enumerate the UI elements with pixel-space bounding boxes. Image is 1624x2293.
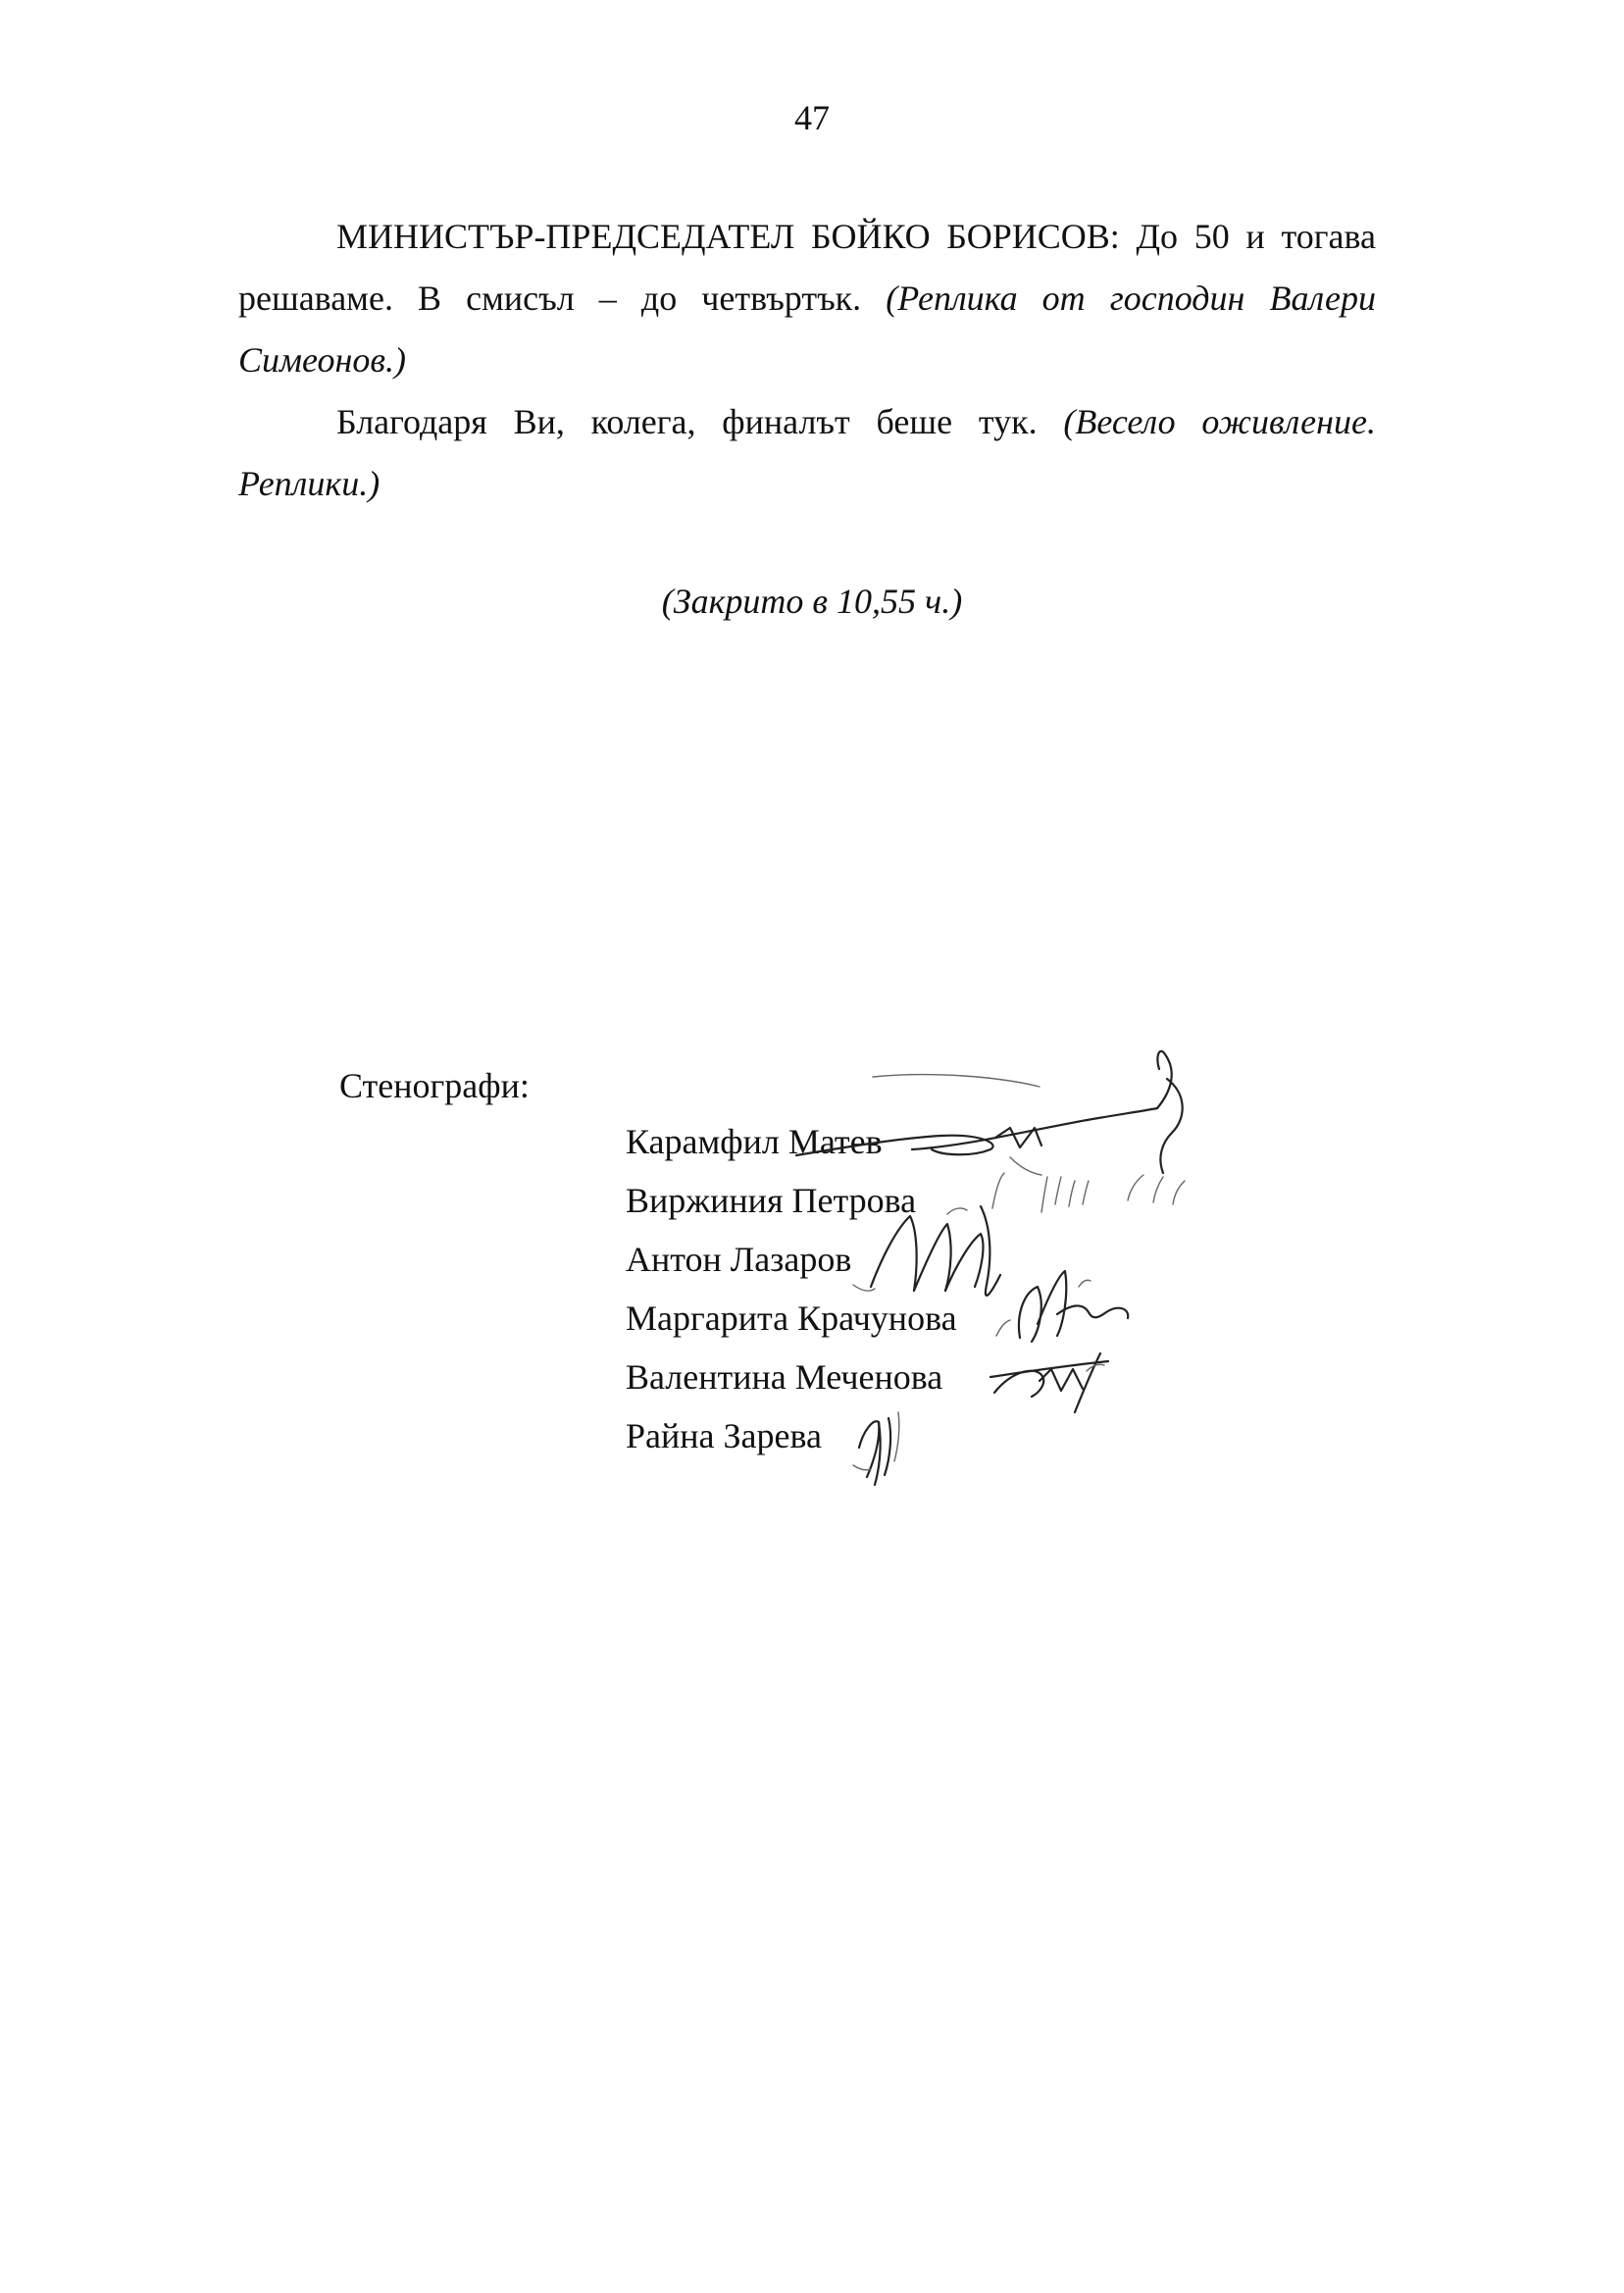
stenographer-name: Маргарита Крачунова — [626, 1299, 957, 1338]
paragraph-borisov — [238, 206, 1376, 391]
stage-remark: (Весело оживление. Реплики.) — [238, 402, 1376, 503]
paragraph-thanks — [238, 391, 1376, 515]
signature-petrova — [947, 1173, 1185, 1214]
stenographer-name: Валентина Меченова — [626, 1357, 943, 1397]
stenographer-name: Антон Лазаров — [626, 1240, 852, 1279]
stenographer-name: Карамфил Матев — [626, 1122, 883, 1161]
stenographers-list — [626, 1120, 957, 1473]
signature-mechenova — [990, 1353, 1108, 1412]
signature-krachunova — [996, 1271, 1128, 1342]
stenographers-label: Стенографи: — [339, 1066, 530, 1105]
transcript-body — [238, 206, 1376, 515]
stage-remark: (Реплика от господин Валери Симеонов.) — [238, 279, 1377, 380]
stenographer-name: Райна Зарева — [626, 1416, 823, 1455]
page-number: 47 — [794, 98, 830, 137]
paragraph-text: МИНИСТЪР-ПРЕДСЕДАТЕЛ БОЙКО БОРИСОВ: До 50 и тогава решаваме. В смисъл – до четвъртък. — [238, 217, 1376, 318]
paragraph-text: Благодаря Ви, колега, финалът беше тук. — [336, 402, 1038, 441]
stenographer-name: Виржиния Петрова — [626, 1181, 917, 1220]
closing-note: (Закрито в 10,55 ч.) — [661, 582, 963, 621]
